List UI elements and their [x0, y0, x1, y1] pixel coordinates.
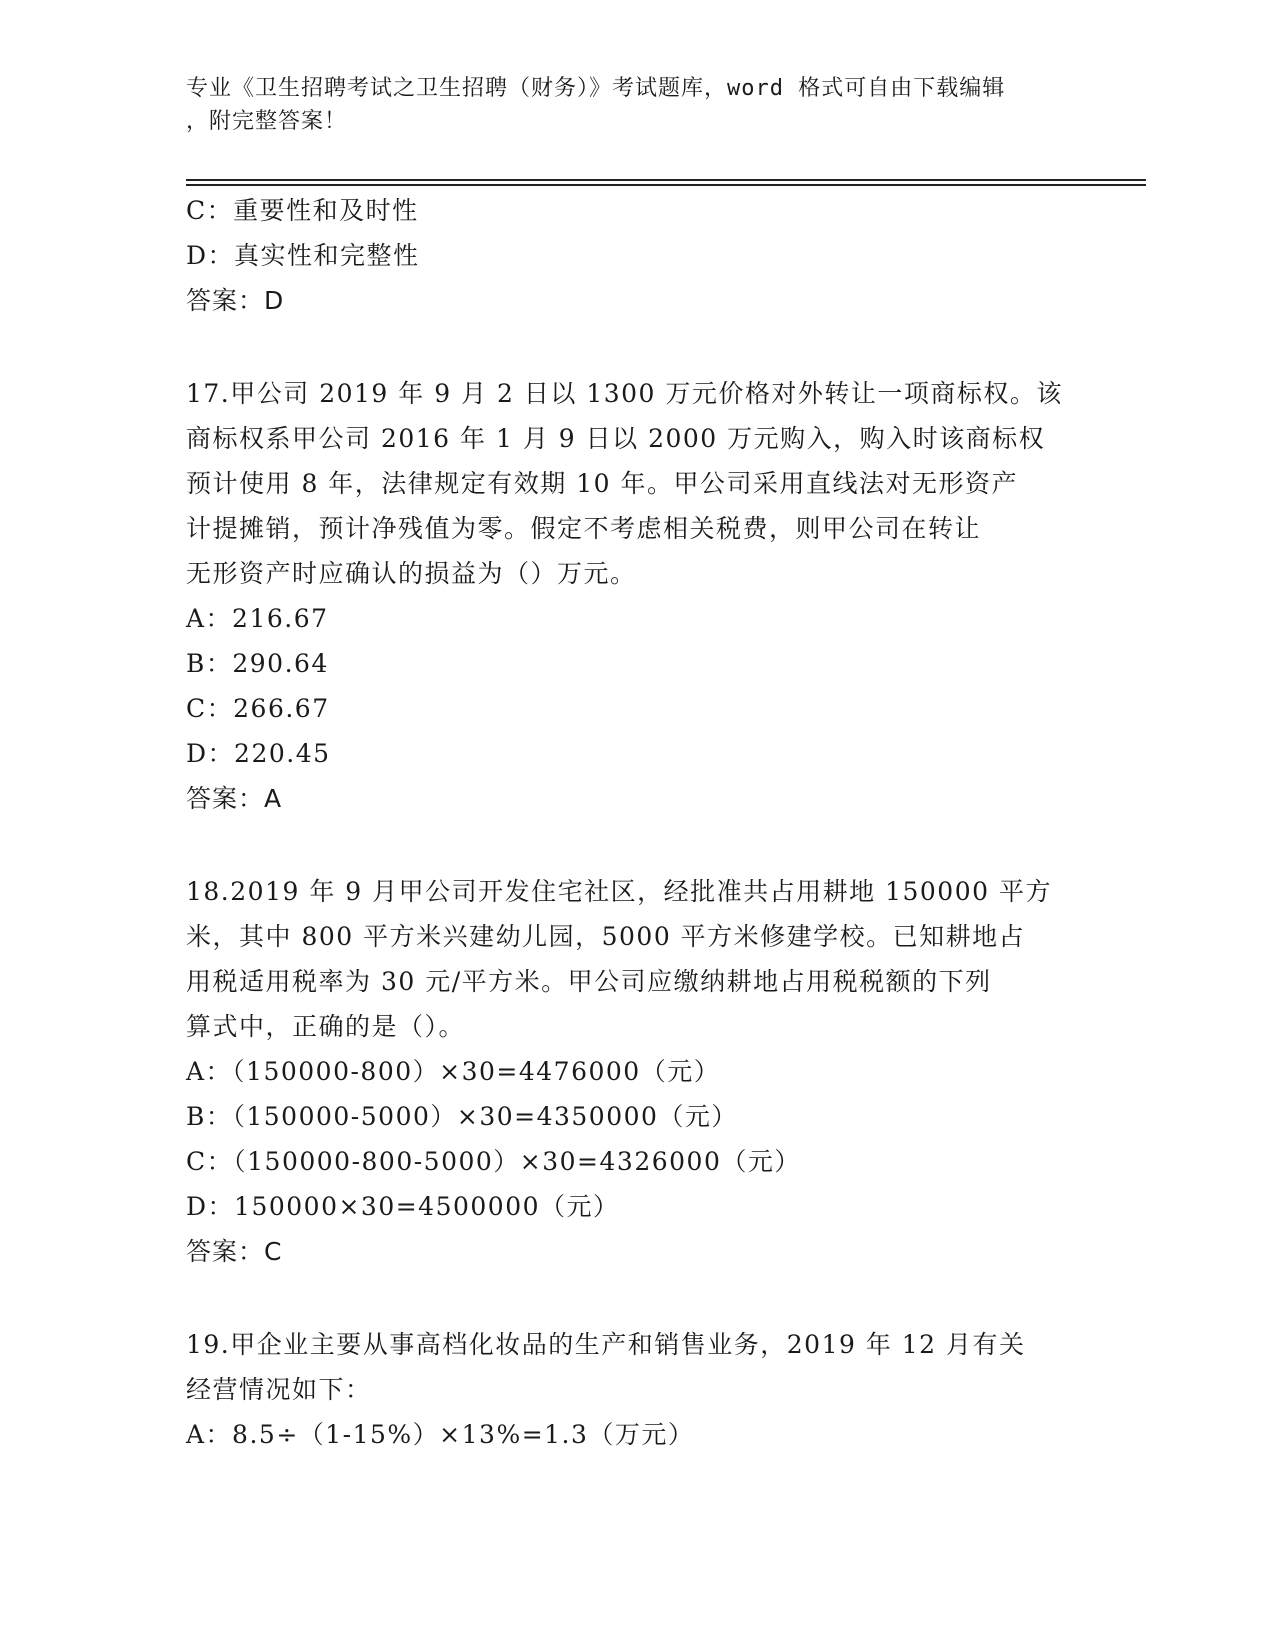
- answer-line: 答案：D: [186, 286, 285, 315]
- option-a: A：8.5÷（1-15%）×13%=1.3（万元）: [186, 1420, 695, 1449]
- header-line-2: ，附完整答案！: [186, 109, 348, 134]
- option-d: D：真实性和完整性: [186, 241, 420, 270]
- header-line-1: 专业《卫生招聘考试之卫生招聘（财务）》考试题库，word 格式可自由下载编辑: [186, 76, 1006, 101]
- question-19: [186, 1322, 1086, 1457]
- question-17: [186, 371, 1086, 821]
- document-header: [186, 72, 1086, 138]
- question-18: [186, 869, 1086, 1274]
- option-b: B：290.64: [186, 649, 329, 678]
- option-c: C：（150000-800-5000）×30=4326000（元）: [186, 1147, 801, 1176]
- question-stem-line: 19.甲企业主要从事高档化妆品的生产和销售业务，2019 年 12 月有关: [186, 1330, 1026, 1359]
- option-b: B：（150000-5000）×30=4350000（元）: [186, 1102, 738, 1131]
- answer-line: 答案：C: [186, 1237, 283, 1266]
- question-list: [186, 188, 1086, 1457]
- option-a: A：（150000-800）×30=4476000（元）: [186, 1057, 721, 1086]
- answer-line: 答案：A: [186, 784, 283, 813]
- header-rule-top: [186, 179, 1146, 181]
- question-stem-line: 米，其中 800 平方米兴建幼儿园，5000 平方米修建学校。已知耕地占: [186, 922, 1026, 951]
- question-stem-line: 17.甲公司 2019 年 9 月 2 日以 1300 万元价格对外转让一项商标权。该: [186, 379, 1063, 408]
- question-16-tail: [186, 188, 1086, 323]
- question-stem-line: 计提摊销，预计净残值为零。假定不考虑相关税费，则甲公司在转让: [186, 514, 982, 543]
- question-stem-line: 预计使用 8 年，法律规定有效期 10 年。甲公司采用直线法对无形资产: [186, 469, 1019, 498]
- option-d: D：150000×30=4500000（元）: [186, 1192, 620, 1221]
- option-c: C：266.67: [186, 694, 330, 723]
- question-stem-line: 经营情况如下：: [186, 1375, 372, 1404]
- option-c: C：重要性和及时性: [186, 196, 419, 225]
- option-a: A：216.67: [186, 604, 329, 633]
- question-stem-line: 算式中，正确的是（）。: [186, 1012, 466, 1041]
- option-d: D：220.45: [186, 739, 331, 768]
- question-stem-line: 18.2019 年 9 月甲公司开发住宅社区，经批准共占用耕地 150000 平方: [186, 877, 1052, 906]
- header-rule-bottom: [186, 184, 1146, 186]
- question-stem-line: 用税适用税率为 30 元/平方米。甲公司应缴纳耕地占用税税额的下列: [186, 967, 992, 996]
- question-stem-line: 商标权系甲公司 2016 年 1 月 9 日以 2000 万元购入，购入时该商标权: [186, 424, 1046, 453]
- question-stem-line: 无形资产时应确认的损益为（）万元。: [186, 559, 637, 588]
